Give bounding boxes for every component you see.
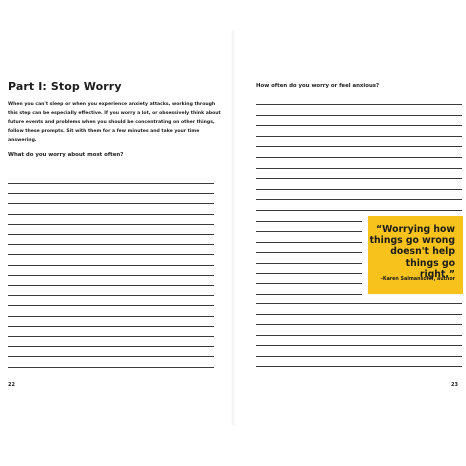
answer-line — [8, 265, 214, 266]
left-page — [0, 0, 232, 466]
answer-line — [8, 244, 214, 245]
answer-line — [256, 314, 462, 315]
answer-line — [8, 316, 214, 317]
answer-line — [256, 231, 362, 232]
answer-line — [8, 295, 214, 296]
answer-line — [256, 303, 462, 304]
pull-quote-author: –Karen Salmansohn, author — [380, 277, 455, 282]
answer-line — [256, 115, 462, 116]
pull-quote-box — [368, 216, 463, 294]
answer-line — [256, 242, 362, 243]
answer-line — [8, 285, 214, 286]
answer-line — [8, 275, 214, 276]
answer-line — [256, 283, 362, 284]
answer-line — [256, 294, 362, 295]
pull-quote-text: “Worrying how things go wrong doesn't help things go right.” — [369, 224, 455, 280]
answer-line — [8, 336, 214, 337]
answer-line — [256, 168, 462, 169]
answer-line — [256, 273, 362, 274]
answer-line — [256, 157, 462, 158]
answer-line — [256, 136, 462, 137]
answer-line — [256, 252, 362, 253]
answer-line — [8, 183, 214, 184]
page-number-right: 23 — [451, 382, 458, 388]
answer-line — [8, 193, 214, 194]
answer-line — [256, 210, 462, 211]
prompt-question-right: How often do you worry or feel anxious? — [256, 83, 380, 89]
answer-line — [256, 221, 362, 222]
answer-line — [8, 234, 214, 235]
answer-line — [256, 104, 462, 105]
answer-line — [8, 254, 214, 255]
answer-line — [256, 356, 462, 357]
answer-line — [256, 324, 462, 325]
answer-line — [256, 146, 462, 147]
answer-line — [8, 356, 214, 357]
answer-line — [256, 125, 462, 126]
section-title: Part I: Stop Worry — [8, 80, 122, 93]
answer-line — [8, 203, 214, 204]
answer-line — [256, 178, 462, 179]
answer-line — [256, 335, 462, 336]
answer-line — [8, 326, 214, 327]
intro-paragraph: When you can't sleep or when you experience anxiety attacks, working through this step can be especially effective. If you worry a lot, or obsessively think about future events and problems when you should be concentrating on other things, follow these prompts. Sit with them for a few minutes and take your time answering. — [8, 102, 221, 143]
answer-line — [8, 305, 214, 306]
answer-line — [8, 224, 214, 225]
answer-line — [8, 367, 214, 368]
answer-line — [8, 214, 214, 215]
page-number-left: 22 — [8, 382, 15, 388]
answer-line — [256, 345, 462, 346]
answer-line — [256, 263, 362, 264]
answer-line — [256, 189, 462, 190]
answer-line — [256, 199, 462, 200]
answer-line — [256, 366, 462, 367]
prompt-question-left: What do you worry about most often? — [8, 152, 124, 158]
answer-line — [8, 346, 214, 347]
